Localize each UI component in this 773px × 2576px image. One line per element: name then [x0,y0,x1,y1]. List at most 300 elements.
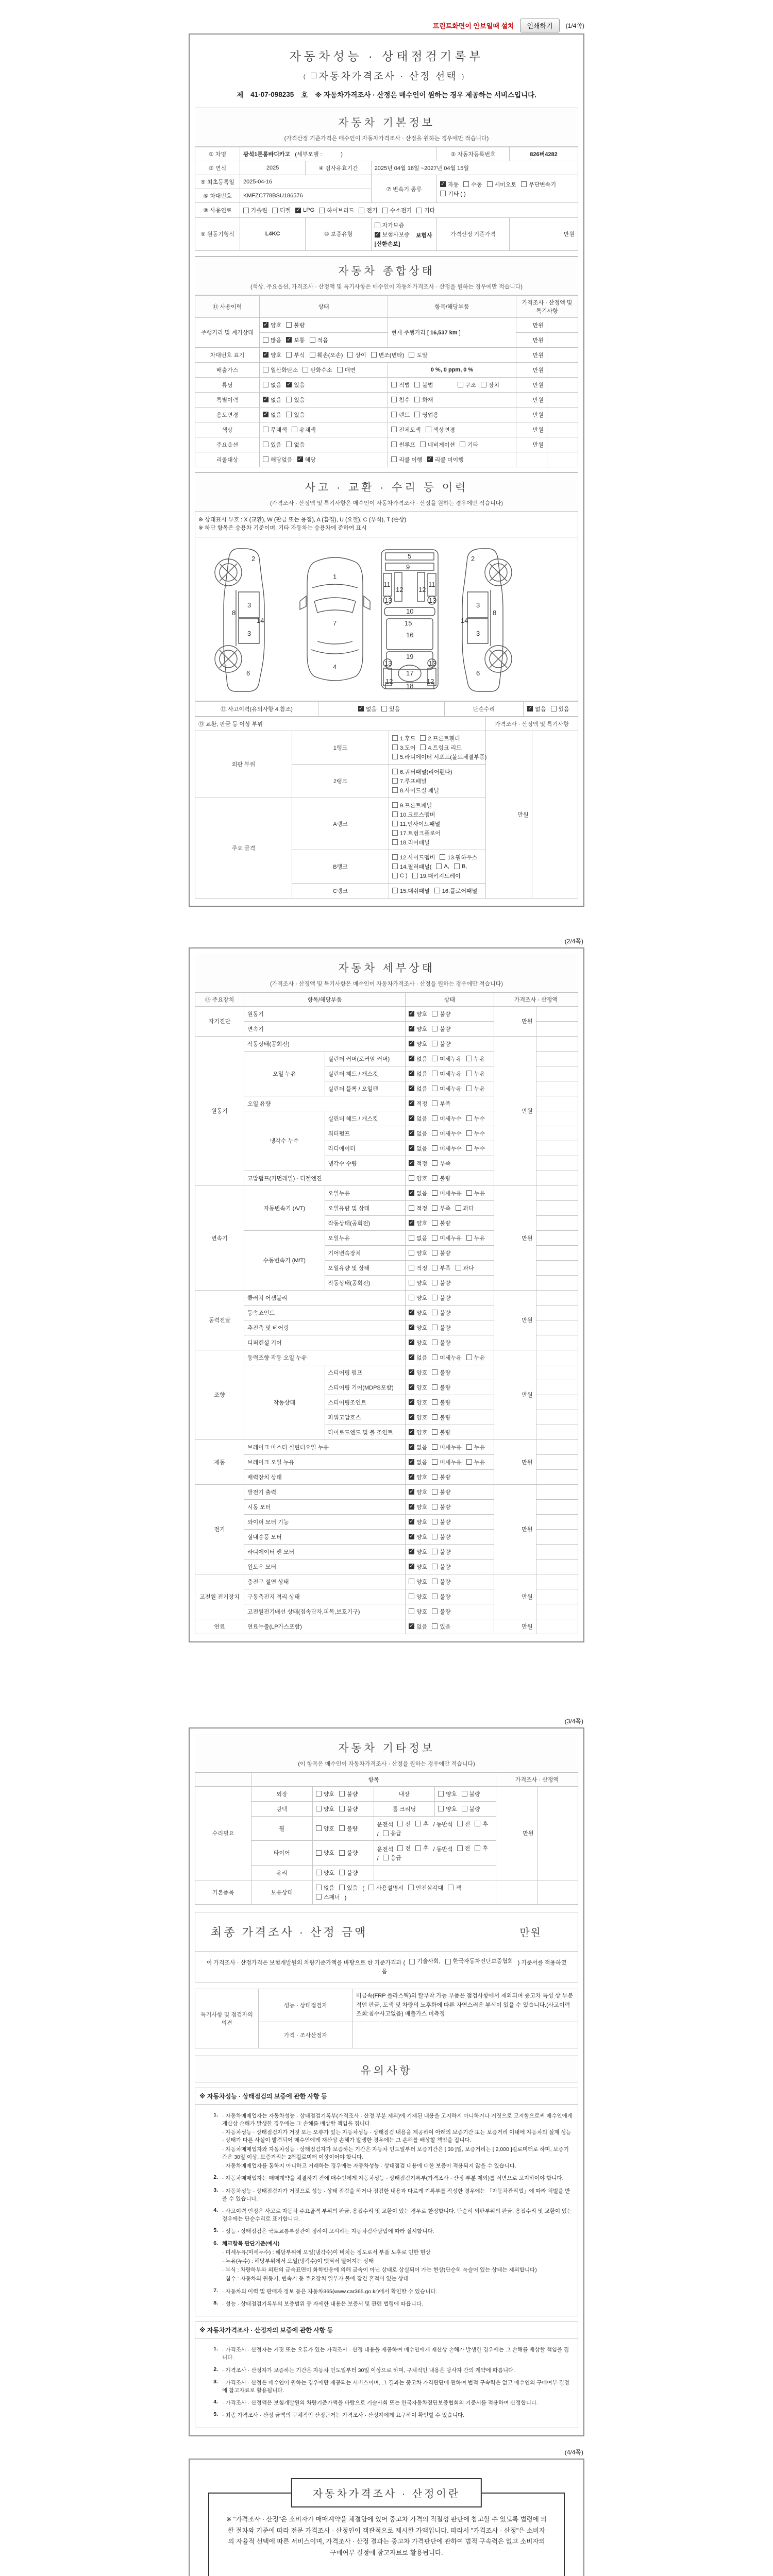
check-option [415,1844,429,1852]
check-option [432,1084,462,1093]
check-option [432,1503,450,1511]
checkbox[interactable] [316,1825,322,1831]
checkbox[interactable] [448,1885,453,1890]
checkbox[interactable] [457,1845,463,1851]
check-option [432,1159,450,1167]
checkbox[interactable] [371,352,377,358]
checkbox[interactable] [297,456,303,462]
checkbox[interactable] [466,1190,472,1196]
checkbox[interactable] [409,1414,414,1420]
notice-line: · 자동차매매업자와 자동차성능 · 상태점검자가 보증하는 기간은 자동차 인도일부터 보증기간은 [ 30 ]일, 보증거리는 [ 2,000 ]킬로미터로 하며, 보증기간은 30일 이상, 보증거리는 2천킬로미터 이상이어야 합니다. [222,2146,573,2161]
checkbox[interactable] [392,830,398,836]
checkbox[interactable] [409,1115,414,1121]
checkbox[interactable] [392,811,398,817]
checkbox[interactable] [409,1369,414,1375]
checkbox[interactable] [466,1071,472,1076]
checkbox[interactable] [397,1821,403,1826]
checkbox[interactable] [383,1855,389,1860]
blank-cell [536,1335,578,1350]
checkbox[interactable] [408,1885,414,1890]
checkbox[interactable] [462,1791,467,1797]
options-detail [388,437,516,452]
check-option [409,1383,427,1392]
checkbox[interactable] [409,1474,414,1480]
checkbox[interactable] [466,1444,472,1450]
checkbox[interactable] [432,1459,438,1465]
checkbox[interactable] [466,1354,472,1360]
checkbox[interactable] [311,73,316,78]
checkbox[interactable] [432,1205,438,1211]
check-option [409,1189,427,1197]
checkbox[interactable] [432,1489,438,1495]
page-marker-4: (4/4쪽) [564,2448,583,2456]
checkbox[interactable] [409,1220,414,1226]
checkbox[interactable] [392,821,398,826]
checkbox[interactable] [392,854,398,860]
checkbox[interactable] [432,1414,438,1420]
checkbox[interactable] [409,1145,414,1151]
checkbox[interactable] [409,1071,414,1076]
checkbox[interactable] [409,1310,414,1315]
item-label: 파워고압호스 [325,1410,406,1425]
checkbox[interactable] [319,208,325,213]
checkbox[interactable] [551,706,557,711]
checkbox[interactable] [432,1399,438,1405]
blank-cell [536,1171,578,1185]
checkbox[interactable] [432,1369,438,1375]
checkbox[interactable] [415,1845,421,1851]
check-label: C ) [400,872,408,879]
checkbox[interactable] [432,1145,438,1151]
checkbox[interactable] [487,181,493,187]
checkbox[interactable] [263,382,268,387]
checkbox[interactable] [432,1235,438,1241]
checkbox[interactable] [339,1870,345,1875]
checkbox[interactable] [392,778,398,784]
checkbox[interactable] [440,191,446,196]
checkbox[interactable] [414,382,420,387]
checkbox[interactable] [432,1056,438,1061]
checkbox[interactable] [409,1325,414,1330]
checkbox[interactable] [409,352,414,358]
checkbox[interactable] [392,802,398,808]
table-row [195,407,578,422]
checkbox[interactable] [432,1160,438,1166]
detail-table [195,992,578,1634]
checkbox[interactable] [409,1504,414,1510]
check-label: 12.사이드멤버 [400,854,435,861]
checkbox[interactable] [409,1250,414,1256]
checkbox[interactable] [438,1806,444,1811]
checkbox[interactable] [432,1310,438,1315]
checkbox[interactable] [397,1845,403,1851]
checkbox[interactable] [463,181,469,187]
checkbox[interactable] [432,1429,438,1435]
checkbox[interactable] [391,442,397,447]
checkbox[interactable] [383,1831,389,1836]
checkbox[interactable] [339,1791,345,1797]
checkbox[interactable] [414,397,420,402]
checkbox[interactable] [409,1429,414,1435]
checkbox[interactable] [475,1845,480,1851]
checkbox[interactable] [466,1235,472,1241]
check-option [347,351,366,359]
check-label: 미세누수 [440,1115,462,1122]
checkbox[interactable] [432,1354,438,1360]
checkbox[interactable] [391,427,397,432]
checkbox[interactable] [432,1041,438,1046]
checkbox[interactable] [432,1265,438,1270]
check-option [432,1264,450,1272]
checkbox[interactable] [432,1115,438,1121]
model-year-value: 2025 [240,161,306,175]
checkbox[interactable] [456,1265,461,1270]
checkbox[interactable] [316,1791,322,1797]
doc-number: 41-07-098235 [250,90,294,98]
checkbox[interactable] [286,442,292,447]
checkbox[interactable] [436,863,442,869]
checkbox[interactable] [432,1130,438,1136]
check-option [434,887,477,895]
checkbox[interactable] [427,456,433,462]
checkbox[interactable] [416,208,422,213]
blank-cell [547,317,578,332]
checkbox[interactable] [432,1086,438,1091]
checkbox[interactable] [432,1220,438,1226]
checkbox[interactable] [409,1549,414,1554]
checkbox[interactable] [392,873,398,878]
item-state [406,1006,494,1021]
item-label: 브레이크 마스터 실린더오일 누유 [244,1439,406,1454]
check-option [448,1884,461,1892]
checkbox[interactable] [392,839,398,845]
checkbox[interactable] [286,397,292,402]
checkbox[interactable] [409,1280,414,1285]
checkbox[interactable] [392,769,398,774]
checkbox[interactable] [409,1026,414,1031]
checkbox[interactable] [392,863,398,869]
checkbox[interactable] [375,232,380,238]
checkbox[interactable] [310,337,315,343]
field-model-year: ③ 연식 [195,161,240,175]
svg-text:10: 10 [406,607,414,615]
checkbox[interactable] [316,1806,322,1811]
checkbox[interactable] [409,1011,414,1016]
checkbox[interactable] [391,382,397,387]
checkbox[interactable] [358,706,364,711]
checkbox[interactable] [432,1280,438,1285]
checkbox[interactable] [409,1100,414,1106]
check-option [316,1869,334,1877]
svg-text:9: 9 [406,563,410,571]
checkbox[interactable] [466,1130,472,1136]
checkbox[interactable] [438,1791,444,1797]
checkbox[interactable] [456,1205,461,1211]
checkbox[interactable] [286,352,292,358]
checkbox[interactable] [409,1489,414,1495]
checkbox[interactable] [481,382,486,387]
checkbox[interactable] [466,1459,472,1465]
checkbox[interactable] [303,367,308,372]
checkbox[interactable] [409,1041,414,1046]
check-option [409,1234,427,1242]
checkbox[interactable] [432,1608,438,1614]
checkbox[interactable] [286,382,292,387]
checkbox[interactable] [432,1474,438,1480]
repair-needed-label: 수리필요 [195,1786,251,1880]
checkbox[interactable] [409,1959,415,1964]
checkbox[interactable] [409,1519,414,1524]
check-option [466,1234,485,1242]
blank-cell [536,1619,578,1634]
checkbox[interactable] [432,1623,438,1629]
checkbox[interactable] [409,1459,414,1465]
check-option [392,838,430,846]
exchange-parts-label: ⑬ 교환, 판금 등 이상 부위 [195,717,486,731]
checkbox[interactable] [409,1444,414,1450]
check-label: 있음 [347,1885,358,1891]
checkbox[interactable] [426,427,431,432]
checkbox[interactable] [432,1100,438,1106]
check-option [316,1790,334,1798]
checkbox[interactable] [432,1250,438,1256]
checkbox[interactable] [409,1534,414,1539]
check-label: 양호 [416,1175,428,1182]
checkbox[interactable] [263,442,268,447]
checkbox[interactable] [409,1564,414,1569]
checkbox[interactable] [409,1399,414,1405]
checkbox[interactable] [409,1160,414,1166]
item-state [406,1559,494,1574]
checkbox[interactable] [409,1623,414,1629]
check-option [432,1488,450,1496]
check-label: 불량 [440,1579,451,1585]
check-label: 누수 [474,1115,485,1122]
checkbox[interactable] [432,1325,438,1330]
checkbox[interactable] [412,873,418,878]
checkbox[interactable] [409,1205,414,1211]
checkbox[interactable] [432,1549,438,1554]
item-state [406,1574,494,1589]
checkbox[interactable] [263,412,268,417]
checkbox[interactable] [263,397,268,402]
checkbox[interactable] [440,854,445,860]
check-label: 보통 [294,337,305,344]
checkbox[interactable] [409,1340,414,1345]
checkbox[interactable] [337,367,343,372]
item-label: 냉각수 수량 [325,1156,406,1171]
checkbox[interactable] [432,1026,438,1031]
checkbox[interactable] [445,1959,451,1964]
checkbox[interactable] [375,223,380,228]
checkbox[interactable] [409,1190,414,1196]
checkbox[interactable] [339,1825,345,1831]
checkbox[interactable] [286,337,292,343]
notice-item-number: 4. [213,2207,218,2213]
item-state [406,1604,494,1619]
checkbox[interactable] [458,382,463,387]
section-notice-header [195,2056,578,2082]
checkbox[interactable] [263,367,268,372]
checkbox[interactable] [409,1175,414,1181]
appraiser-opinion-label: 가격 · 조사산정자 [259,2022,353,2048]
check-label: 양호 [416,1564,428,1570]
final-price-unit: 만원 [519,1927,542,1939]
check-label: 과다 [463,1205,474,1212]
checkbox[interactable] [381,706,387,711]
checkbox[interactable] [409,1295,414,1300]
checkbox[interactable] [263,456,268,462]
checkbox[interactable] [391,456,397,462]
checkbox[interactable] [462,1806,467,1811]
check-label: 13.휠하우스 [447,854,478,861]
checkbox[interactable] [527,706,533,711]
checkbox[interactable] [415,1821,421,1826]
checkbox[interactable] [420,442,426,447]
checkbox[interactable] [409,1265,414,1270]
checkbox[interactable] [391,397,397,402]
checkbox[interactable] [392,735,398,741]
checkbox[interactable] [432,1011,438,1016]
checkbox[interactable] [392,744,398,750]
checkbox[interactable] [409,1235,414,1241]
checkbox[interactable] [432,1579,438,1584]
checkbox[interactable] [432,1519,438,1524]
check-label: 매연 [344,367,356,374]
checkbox[interactable] [432,1340,438,1345]
check-option [409,1099,427,1108]
check-option [409,1040,427,1048]
checkbox[interactable] [432,1534,438,1539]
checkbox[interactable] [409,1086,414,1091]
checkbox[interactable] [460,442,465,447]
check-option [457,1820,470,1828]
checkbox[interactable] [409,1579,414,1584]
checkbox[interactable] [392,888,398,893]
service-note: ※ 자동차가격조사 · 산정은 매수인이 원하는 경우 제공하는 서비스입니다. [315,91,536,99]
check-label: 불량 [294,322,305,329]
table-row [195,701,578,716]
checkbox[interactable] [466,1056,472,1061]
check-label: A, [444,863,449,870]
checkbox[interactable] [392,754,398,759]
checkbox[interactable] [409,1384,414,1390]
row-color: 색상 [195,422,260,437]
checkbox[interactable] [466,1145,472,1151]
check-label: 양호 [271,352,282,359]
checkbox[interactable] [316,1870,322,1875]
checkbox[interactable] [420,744,426,750]
checkbox[interactable] [454,863,460,869]
checkbox[interactable] [368,1885,374,1890]
checkbox[interactable] [409,1608,414,1614]
checkbox[interactable] [432,1384,438,1390]
device-group-label: 원동기 [195,1036,244,1185]
checkbox[interactable] [310,352,315,358]
checkbox[interactable] [432,1594,438,1599]
checkbox[interactable] [286,322,292,328]
checkbox[interactable] [292,427,297,432]
checkbox[interactable] [263,322,268,328]
check-label: 적정 [416,1265,428,1272]
checkbox[interactable] [339,1850,345,1856]
checkbox[interactable] [272,208,278,213]
checkbox[interactable] [475,1821,480,1826]
print-button[interactable]: 인쇄하기 [520,19,559,32]
checkbox[interactable] [409,1354,414,1360]
checkbox[interactable] [432,1175,438,1181]
checkbox[interactable] [243,208,249,213]
check-option [466,1114,485,1123]
notice-item [200,2299,573,2309]
checkbox[interactable] [457,1821,463,1826]
checkbox[interactable] [466,1115,472,1121]
exchange-price-label: 가격조사 · 산정액 및 특기사항 [486,717,578,731]
checkbox[interactable] [339,1806,345,1811]
checkbox[interactable] [316,1850,322,1856]
checkbox[interactable] [263,427,268,432]
checkbox[interactable] [432,1071,438,1076]
check-option [409,1219,427,1227]
checkbox[interactable] [392,787,398,793]
check-label: 2.프론트휀더 [428,735,460,742]
checkbox[interactable] [409,1130,414,1136]
checkbox[interactable] [295,208,301,213]
device-group-label: 조향 [195,1350,244,1439]
blank-cell [547,422,578,437]
check-option [392,820,440,828]
checkbox[interactable] [420,735,426,741]
checkbox[interactable] [414,412,420,417]
checkbox[interactable] [432,1190,438,1196]
special-history-detail [388,392,516,407]
checkbox[interactable] [432,1564,438,1569]
checkbox[interactable] [316,1885,322,1890]
checkbox[interactable] [382,208,388,213]
check-option [463,180,482,189]
section-basic-title: 자동차 기본정보 [338,117,435,129]
checkbox[interactable] [440,181,446,187]
checkbox[interactable] [339,1885,345,1890]
checkbox[interactable] [263,352,268,358]
check-label: 불량 [440,1489,451,1496]
checkbox[interactable] [316,1894,322,1900]
checkbox[interactable] [263,337,268,343]
check-option [392,853,435,861]
blank-cell [536,1589,578,1604]
checkbox[interactable] [409,1594,414,1599]
check-option [295,207,314,213]
checkbox[interactable] [466,1086,472,1091]
checkbox[interactable] [432,1504,438,1510]
checkbox[interactable] [347,352,353,358]
check-option [409,1010,427,1018]
blank-cell [547,452,578,467]
check-label: 많음 [271,337,282,344]
check-label: 양호 [446,1806,457,1812]
checkbox[interactable] [286,412,292,417]
checkbox[interactable] [409,1056,414,1061]
item-label: 스티어링 펌프 [325,1365,406,1380]
checkbox[interactable] [432,1295,438,1300]
checkbox[interactable] [391,412,397,417]
device-group-label: 동력전달 [195,1290,244,1350]
tuning-state [260,377,388,392]
checkbox[interactable] [521,181,527,187]
checkbox[interactable] [359,208,364,213]
checkbox[interactable] [432,1444,438,1450]
checkbox[interactable] [434,888,440,893]
